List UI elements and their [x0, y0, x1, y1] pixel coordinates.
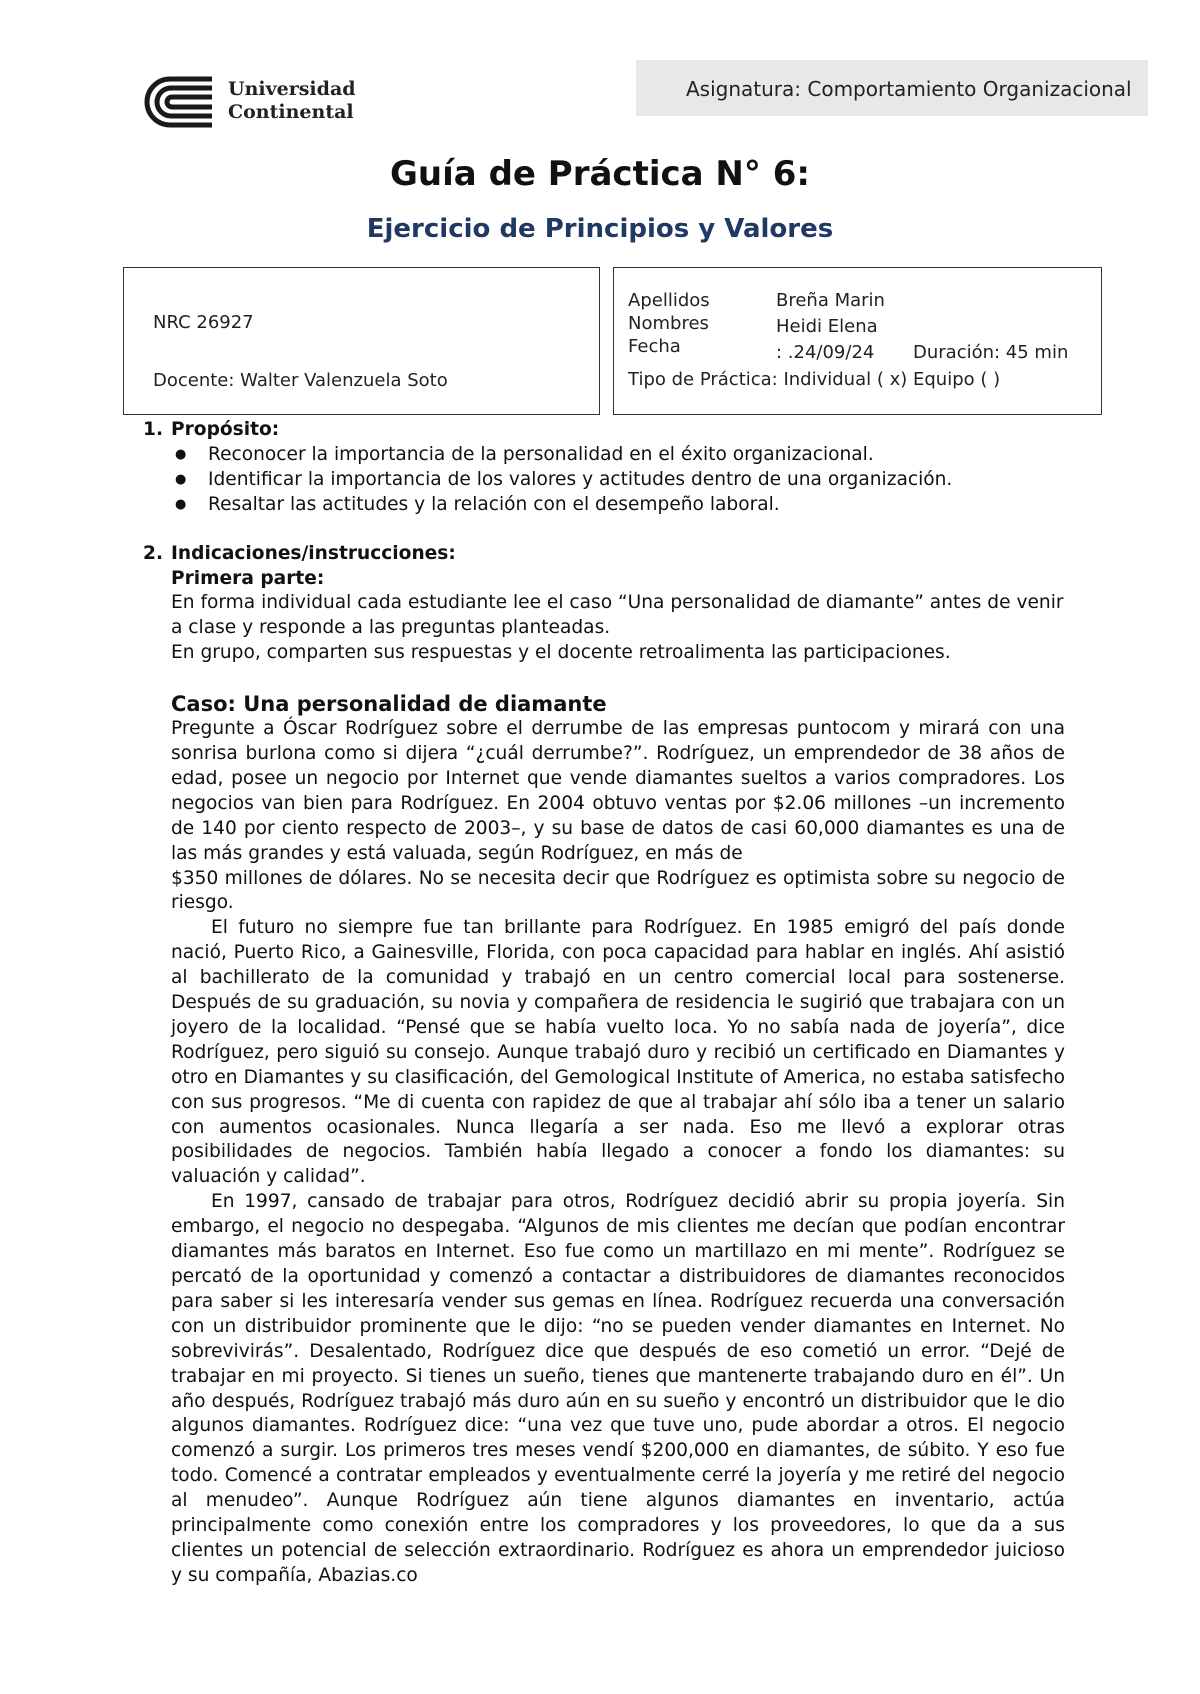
fecha-value: : .24/09/24	[776, 342, 875, 363]
case-paragraph-1: Pregunte a Óscar Rodríguez sobre el derrumbe de las empresas puntocom y mirará con una sonrisa burlona como si dijera “¿cuál derrumbe?”. Rodríguez, un emprendedor de 38 años de edad, posee un negocio por Internet que vende diamantes sueltos a varios compradores. Los negocios van bien para Rodríguez. En 2004 obtuvo ventas por $2.06 millones –un incremento de 140 por ciento respecto de 2003–, y su base de datos de casi 60,000 diamantes es una de las más grandes y está valuada, según Rodríguez, en más de	[171, 718, 1065, 864]
case-paragraph-2: El futuro no siempre fue tan brillante para Rodríguez. En 1985 emigró del país donde nació, Puerto Rico, a Gainesville, Florida, con poca capacidad para hablar en inglés. Ahí asistió al bachillerato de la comunidad y trabajó en un centro comercial local para sostenerse. Después de su graduación, su novia y compañera de residencia le sugirió que trabajara con un joyero de la localidad. “Pensé que se había vuelto loca. Yo no sabía nada de joyería”, dice Rodríguez, pero siguió su consejo. Aunque trabajó duro y recibió un certificado en Diamantes y otro en Diamantes y su clasificación, del Gemological Institute of America, no estaba satisfecho con sus progresos. “Me di cuenta con rapidez de que al trabajar ahí sólo iba a tener un salario con aumentos ocasionales. Nunca llegaría a ser nada. Eso me llevó a explorar otras posibilidades de negocios. También había llegado a conocer a fondo los diamantes: su valuación y calidad”.	[171, 917, 1065, 1188]
apellidos-label: Apellidos	[628, 290, 710, 311]
subject-text: Asignatura: Comportamiento Organizacional	[686, 77, 1132, 101]
section-2-number: 2.	[143, 542, 164, 564]
continental-c-logo-icon	[142, 74, 220, 130]
docente-text: Docente: Walter Valenzuela Soto	[153, 370, 448, 391]
apellidos-value: Breña Marin	[776, 290, 885, 311]
nombres-label: Nombres	[628, 313, 709, 334]
course-info-box	[123, 267, 600, 415]
page-subtitle: Ejercicio de Principios y Valores	[366, 214, 834, 244]
fecha-label: Fecha	[628, 336, 681, 357]
section-1-title: Propósito:	[171, 419, 280, 440]
section-2-heading	[143, 542, 1065, 592]
list-item: ● Reconocer la importancia de la personalidad en el éxito organizacional.	[143, 443, 1065, 468]
list-item: ● Resaltar las actitudes y la relación con el desempeño laboral.	[143, 493, 1065, 518]
nombres-value: Heidi Elena	[776, 316, 878, 337]
case-title: Caso: Una personalidad de diamante	[171, 692, 607, 717]
duracion-text: Duración: 45 min	[913, 342, 1069, 363]
document-body	[143, 418, 1065, 1589]
logo-text	[228, 78, 356, 124]
page-title: Guía de Práctica N° 6:	[390, 154, 810, 194]
subject-banner	[636, 60, 1148, 116]
university-logo	[142, 74, 356, 134]
section-1-heading	[143, 418, 1065, 443]
case-paragraph-3: En 1997, cansado de trabajar para otros, Rodríguez decidió abrir su propia joyería. Sin embargo, el negocio no despegaba. “Algunos de mis clientes me decían que podían encontrar diamantes más baratos en Internet. Eso fue como un martillazo en mi mente”. Rodríguez se percató de la oportunidad y comenzó a contactar a distribuidores de diamantes reconocidos para saber si les interesaría vender sus gemas en línea. Rodríguez recuerda una conversación con un distribuidor prominente que le dijo: “no se pueden vender diamantes en Internet. No sobrevivirás”. Desalentado, Rodríguez dice que después de eso cometió un error. “Dejé de trabajar en mi proyecto. Si tienes un sueño, tienes que mantenerte trabajando duro en él”. Un año después, Rodríguez trabajó más duro aún en su sueño y encontró un distribuidor que le dio algunos diamantes. Rodríguez dice: “una vez que tuve uno, pude abordar a otros. El negocio comenzó a surgir. Los primeros tres meses vendí $200,000 en diamantes, de súbito. Y eso fue todo. Comencé a contratar empleados y eventualmente cerré la joyería y me retiré del negocio al menudeo”. Aunque Rodríguez aún tiene algunos diamantes en inventario, actúa principalmente como conexión entre los compradores y los proveedores, lo que da a sus clientes un potencial de selección extraordinario. Rodríguez es ahora un emprendedor juicioso y su compañía, Abazias.co	[171, 1191, 1065, 1586]
student-info-box	[613, 267, 1102, 415]
section-1-number: 1.	[143, 419, 164, 440]
instruction-line-1: En forma individual cada estudiante lee el caso “Una personalidad de diamante” antes de venir a clase y responde a las preguntas planteadas.	[171, 592, 1064, 639]
logo-line-2: Continental	[228, 101, 354, 123]
case-paragraph-1-cont: $350 millones de dólares. No se necesita decir que Rodríguez es optimista sobre su negocio de riesgo.	[171, 867, 1065, 914]
nrc-text: NRC 26927	[153, 312, 254, 333]
tipo-practica: Tipo de Práctica: Individual ( x) Equipo ( )	[628, 369, 1001, 390]
logo-line-1: Universidad	[228, 78, 356, 100]
instructions-block	[171, 591, 1065, 1588]
list-item: ● Identificar la importancia de los valores y actitudes dentro de una organización.	[143, 468, 1065, 493]
purpose-list	[143, 443, 1065, 518]
section-2-title: Indicaciones/instrucciones: Primera parte:	[171, 542, 456, 589]
instruction-line-2: En grupo, comparten sus respuestas y el docente retroalimenta las participaciones.	[171, 642, 951, 664]
